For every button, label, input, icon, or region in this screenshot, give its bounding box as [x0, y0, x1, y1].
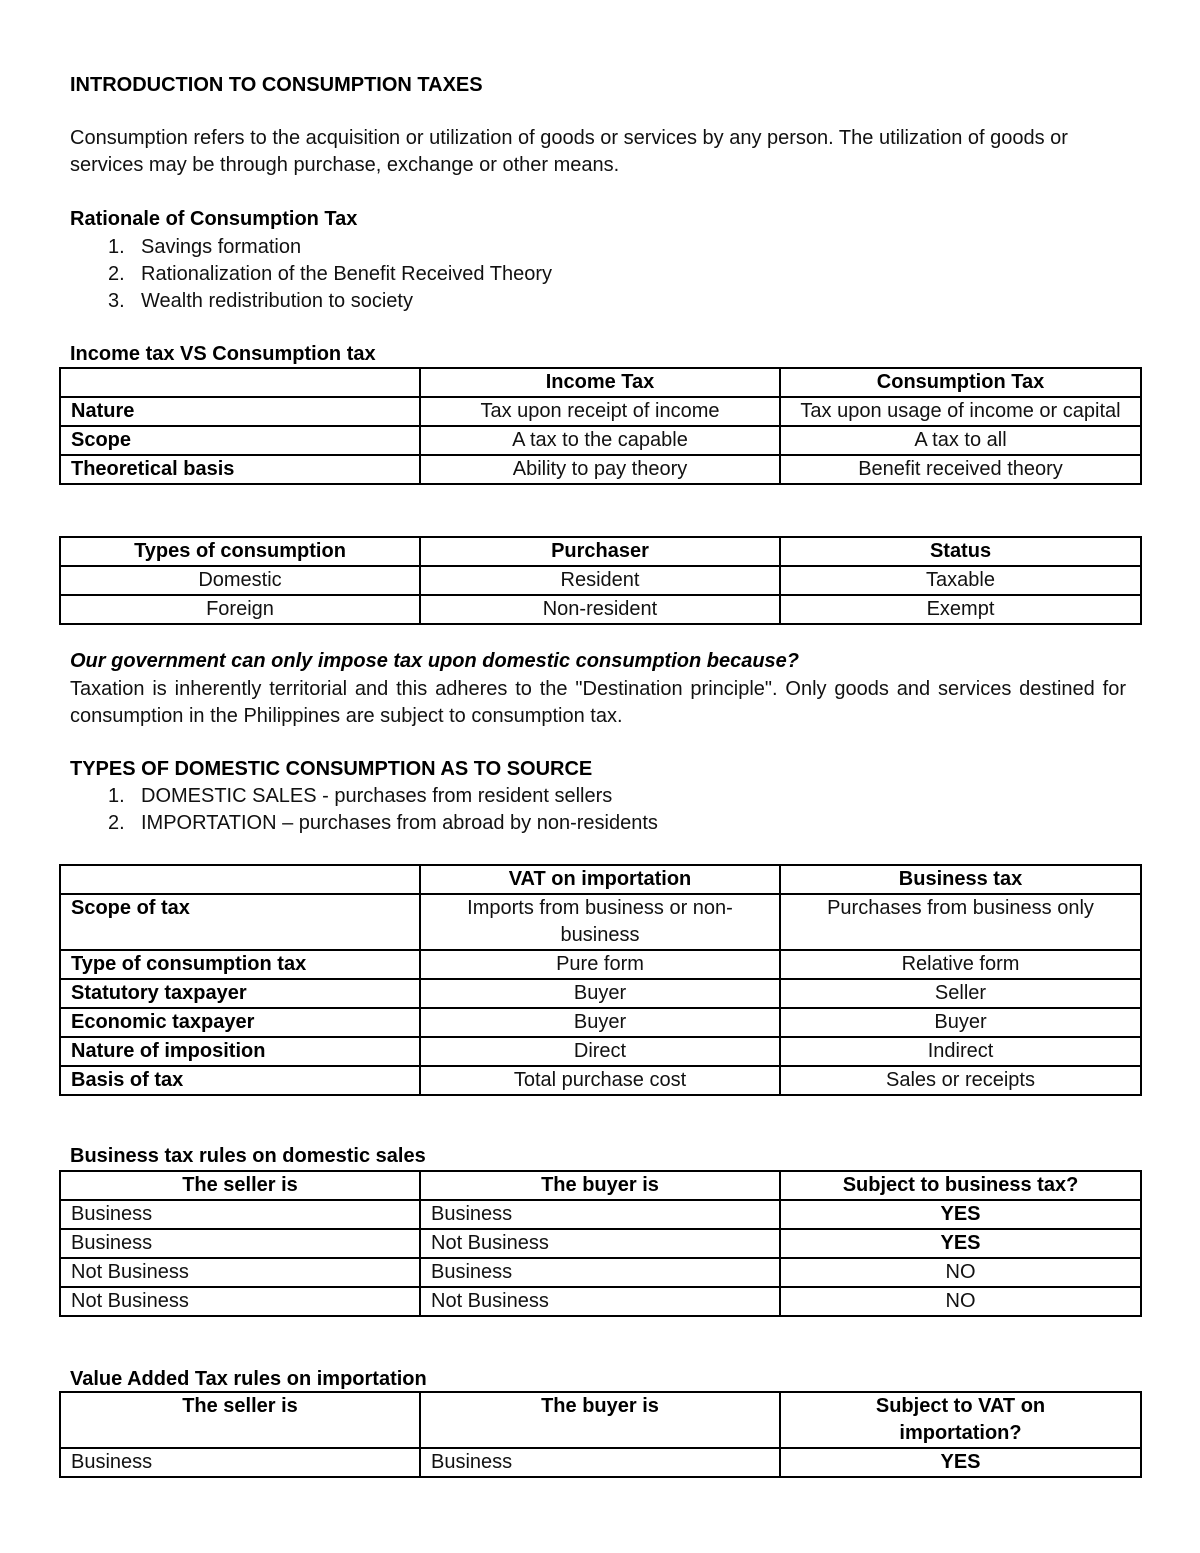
table-row	[60, 566, 1141, 595]
list-item: 3. Wealth redistribution to society	[108, 290, 413, 312]
table-cell: Business	[60, 1448, 420, 1477]
vat-rules-table	[59, 1391, 1142, 1478]
table-cell: Buyer	[780, 1008, 1141, 1037]
list-item: 1. DOMESTIC SALES - purchases from resident sellers	[108, 785, 613, 807]
table-cell: Relative form	[780, 950, 1141, 979]
table-cell: Business	[60, 1200, 420, 1229]
table-cell: Foreign	[60, 595, 420, 624]
business-rules-heading: Business tax rules on domestic sales	[70, 1145, 426, 1167]
table-header-row	[60, 1392, 1141, 1448]
status-cell: YES	[780, 1200, 1141, 1229]
table-header-cell: VAT on importation	[420, 865, 780, 894]
table-cell: Indirect	[780, 1037, 1141, 1066]
table-header-cell	[60, 865, 420, 894]
table-row	[60, 1229, 1141, 1258]
table-header-cell: Subject to VAT on importation?	[780, 1392, 1141, 1448]
list-item: 2. Rationalization of the Benefit Received Theory	[108, 263, 552, 285]
intro-paragraph: Consumption refers to the acquisition or utilization of goods or services by any person. The utilization of goods or services may be through purchase, exchange or other means.	[70, 127, 1068, 176]
table-header-row	[60, 1171, 1141, 1200]
table-cell: Taxable	[780, 566, 1141, 595]
table-header-cell: Consumption Tax	[780, 368, 1141, 397]
table-cell: Not Business	[60, 1287, 420, 1316]
row-label: Type of consumption tax	[60, 950, 420, 979]
sources-list	[108, 783, 658, 837]
table-row	[60, 1037, 1141, 1066]
table-cell: Non-resident	[420, 595, 780, 624]
table-header-row	[60, 865, 1141, 894]
table-row	[60, 1066, 1141, 1095]
table-row	[60, 397, 1141, 426]
table-cell: A tax to the capable	[420, 426, 780, 455]
table-row	[60, 1200, 1141, 1229]
table-row	[60, 979, 1141, 1008]
table-header-cell: Purchaser	[420, 537, 780, 566]
document-title: INTRODUCTION TO CONSUMPTION TAXES	[70, 74, 483, 96]
table-header-cell: The buyer is	[420, 1171, 780, 1200]
status-cell: YES	[780, 1229, 1141, 1258]
row-label: Nature	[60, 397, 420, 426]
table-cell: Direct	[420, 1037, 780, 1066]
table-row	[60, 455, 1141, 484]
question-heading: Our government can only impose tax upon domestic consumption because?	[70, 650, 800, 672]
status-cell: YES	[780, 1448, 1141, 1477]
list-item: 1. Savings formation	[108, 236, 302, 258]
status-cell: NO	[780, 1287, 1141, 1316]
table-header-cell: The buyer is	[420, 1392, 780, 1448]
income-vs-consumption-heading: Income tax VS Consumption tax	[70, 343, 376, 365]
table-header-cell: The seller is	[60, 1171, 420, 1200]
table-cell: Tax upon receipt of income	[420, 397, 780, 426]
row-label: Economic taxpayer	[60, 1008, 420, 1037]
table-cell: Business	[420, 1258, 780, 1287]
row-label: Scope of tax	[60, 894, 420, 950]
table-row	[60, 1258, 1141, 1287]
table-cell: A tax to all	[780, 426, 1141, 455]
table-header-row	[60, 368, 1141, 397]
table-header-cell: Income Tax	[420, 368, 780, 397]
table-cell: Resident	[420, 566, 780, 595]
table-cell: Not Business	[420, 1229, 780, 1258]
question-answer: Taxation is inherently territorial and this adheres to the "Destination principle". Only goods and services destined for consumption in the Philippines are subject to consumption tax.	[70, 678, 1126, 727]
table-cell: Exempt	[780, 595, 1141, 624]
table-header-cell: Types of consumption	[60, 537, 420, 566]
table-cell: Business	[420, 1448, 780, 1477]
vat-rules-heading: Value Added Tax rules on importation	[70, 1368, 427, 1390]
table-cell: Ability to pay theory	[420, 455, 780, 484]
sources-heading: TYPES OF DOMESTIC CONSUMPTION AS TO SOURCE	[70, 758, 593, 780]
table-cell: Purchases from business only	[780, 894, 1141, 950]
table-cell: Sales or receipts	[780, 1066, 1141, 1095]
table-row	[60, 1448, 1141, 1477]
table-header-cell: The seller is	[60, 1392, 420, 1448]
vat-vs-business-table	[59, 864, 1142, 1096]
table-cell: Not Business	[420, 1287, 780, 1316]
table-cell: Buyer	[420, 979, 780, 1008]
table-cell: Imports from business or non-business	[420, 894, 780, 950]
table-header-cell	[60, 368, 420, 397]
table-row	[60, 1008, 1141, 1037]
table-row	[60, 595, 1141, 624]
table-cell: Benefit received theory	[780, 455, 1141, 484]
table-cell: Tax upon usage of income or capital	[780, 397, 1141, 426]
row-label: Theoretical basis	[60, 455, 420, 484]
row-label: Scope	[60, 426, 420, 455]
row-label: Statutory taxpayer	[60, 979, 420, 1008]
rationale-heading: Rationale of Consumption Tax	[70, 208, 358, 230]
table-cell: Domestic	[60, 566, 420, 595]
table-header-cell: Status	[780, 537, 1141, 566]
table-cell: Pure form	[420, 950, 780, 979]
business-rules-table	[59, 1170, 1142, 1317]
table-cell: Total purchase cost	[420, 1066, 780, 1095]
table-cell: Seller	[780, 979, 1141, 1008]
table-header-row	[60, 537, 1141, 566]
rationale-list	[108, 234, 552, 315]
row-label: Nature of imposition	[60, 1037, 420, 1066]
row-label: Basis of tax	[60, 1066, 420, 1095]
table-row	[60, 894, 1141, 950]
table-header-cell: Business tax	[780, 865, 1141, 894]
table-cell: Not Business	[60, 1258, 420, 1287]
table-row	[60, 426, 1141, 455]
table-row	[60, 950, 1141, 979]
table-cell: Business	[420, 1200, 780, 1229]
income-vs-consumption-table	[59, 367, 1142, 485]
table-cell: Business	[60, 1229, 420, 1258]
table-header-cell: Subject to business tax?	[780, 1171, 1141, 1200]
types-of-consumption-table	[59, 536, 1142, 625]
table-row	[60, 1287, 1141, 1316]
table-cell: Buyer	[420, 1008, 780, 1037]
list-item: 2. IMPORTATION – purchases from abroad by non-residents	[108, 812, 658, 834]
status-cell: NO	[780, 1258, 1141, 1287]
